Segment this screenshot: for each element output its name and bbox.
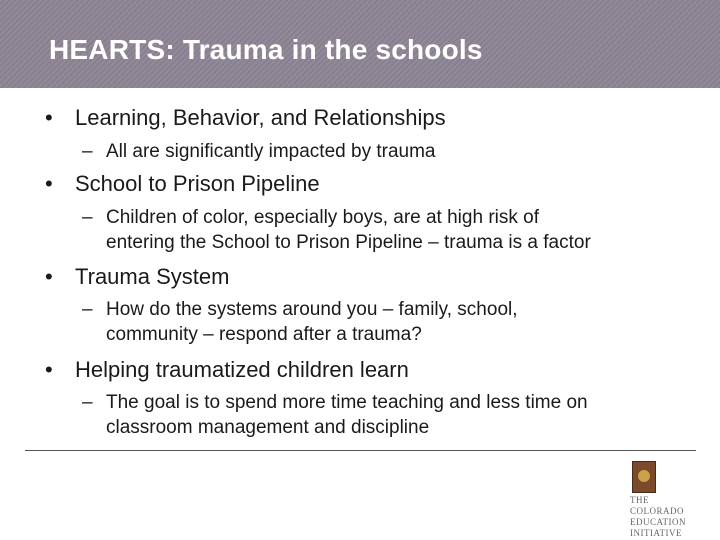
sub-bullet-item — [82, 390, 588, 440]
sub-bullet-text: The goal is to spend more time teaching and less time on — [106, 392, 588, 413]
dash-glyph: – — [82, 207, 93, 228]
bullet-text: Helping traumatized children learn — [75, 357, 409, 382]
bullet-glyph: • — [45, 357, 53, 382]
sub-bullet-text: classroom management and discipline — [106, 417, 430, 438]
sub-bullet-text: entering the School to Prison Pipeline – trauma is a factor — [106, 232, 591, 253]
bullet-item — [45, 105, 446, 131]
sub-bullet-text: Children of color, especially boys, are at high risk of — [106, 207, 539, 228]
sub-bullet-item — [82, 297, 518, 347]
bullet-text: Learning, Behavior, and Relationships — [75, 105, 446, 130]
bullet-text: School to Prison Pipeline — [75, 171, 320, 196]
sub-bullet-text: All are significantly impacted by trauma — [106, 141, 436, 162]
bullet-glyph: • — [45, 171, 53, 196]
logo-line: EDUCATION — [630, 517, 686, 527]
sub-bullet-item — [82, 205, 591, 255]
logo-seal-icon — [632, 461, 656, 493]
sub-bullet-text: community – respond after a trauma? — [106, 324, 422, 345]
title-bar — [0, 0, 720, 88]
sub-bullet-item — [82, 139, 435, 164]
bullet-glyph: • — [45, 105, 53, 130]
sub-bullet-text: How do the systems around you – family, school, — [106, 299, 518, 320]
logo-wordmark — [630, 495, 686, 539]
dash-glyph: – — [82, 141, 93, 162]
colorado-education-initiative-logo — [626, 458, 690, 538]
logo-line: THE — [630, 495, 649, 505]
bullet-item — [45, 171, 320, 197]
bullet-text: Trauma System — [75, 264, 230, 289]
footer-divider — [25, 450, 696, 451]
logo-line: INITIATIVE — [630, 528, 682, 538]
bullet-glyph: • — [45, 264, 53, 289]
bullet-item — [45, 357, 409, 383]
dash-glyph: – — [82, 392, 93, 413]
logo-line: COLORADO — [630, 506, 685, 516]
slide-title: HEARTS: Trauma in the schools — [49, 34, 483, 65]
bullet-item — [45, 264, 229, 290]
dash-glyph: – — [82, 299, 93, 320]
